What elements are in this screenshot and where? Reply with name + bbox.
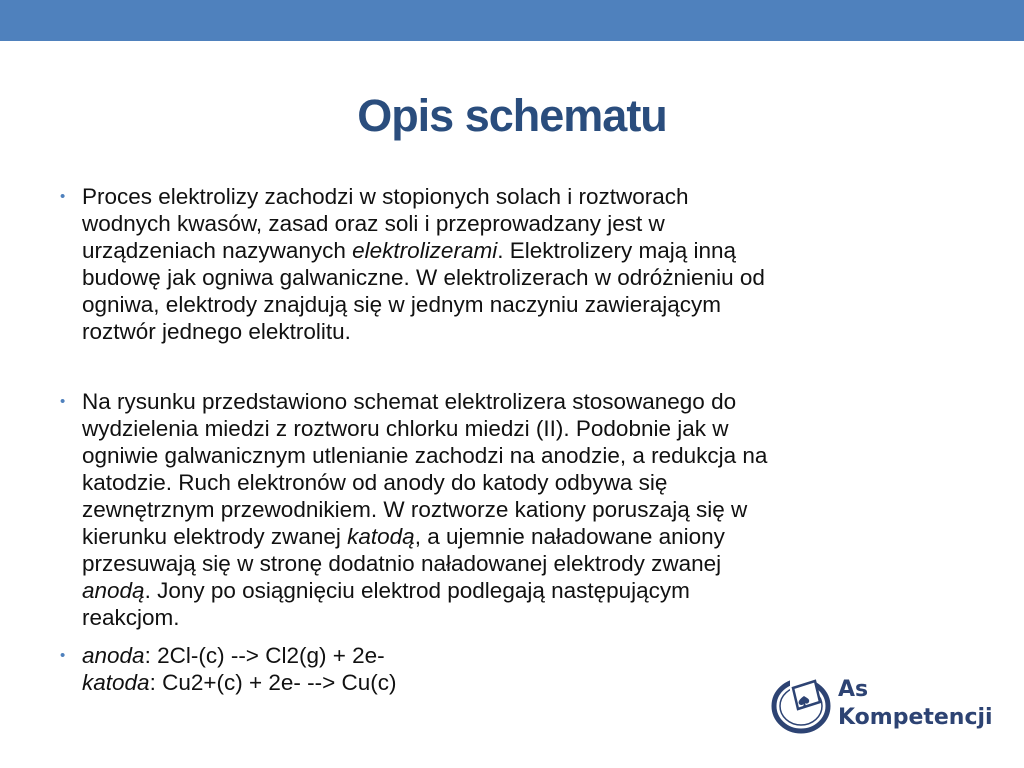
as-kompetencji-logo [768, 668, 998, 748]
text-line: budowę jak ogniwa galwaniczne. W elektrolizerach w odróżnieniu od [82, 265, 765, 290]
text-line: ogniwa, elektrody znajdują się w jednym naczyniu zawierającym [82, 292, 722, 317]
cathode-reaction: : Cu2+(c) + 2e- --> Cu(c) [149, 670, 397, 695]
anode-label: anoda [82, 643, 145, 668]
anode-reaction: : 2Cl-(c) --> Cl2(g) + 2e- [144, 643, 385, 668]
bullet-icon: • [60, 188, 66, 205]
text-line: reakcjom. [82, 605, 180, 630]
text-line: Proces elektrolizy zachodzi w stopionych solach i roztworach [82, 184, 689, 209]
cathode-label: katoda [82, 670, 150, 695]
text-line: zewnętrznym przewodnikiem. W roztworze kationy poruszają się w [82, 497, 748, 522]
text-line: roztwór jednego elektrolitu. [82, 319, 351, 344]
text-line [82, 523, 952, 550]
bullet-icon: • [60, 647, 66, 664]
emphasis-term: anodą [82, 578, 145, 603]
text-run: urządzeniach nazywanych [82, 238, 353, 263]
text-run: . Elektrolizery mają inną [497, 238, 737, 263]
logo-text-line-1: As [838, 677, 869, 702]
text-run: . Jony po osiągnięciu elektrod podlegają następującym [144, 578, 690, 603]
emphasis-term: elektrolizerami [352, 238, 498, 263]
text-run: , a ujemnie naładowane aniony [414, 524, 725, 549]
text-line [82, 577, 952, 604]
text-line: Na rysunku przedstawiono schemat elektrolizera stosowanego do [82, 389, 737, 414]
emphasis-term: katodą [347, 524, 415, 549]
top-accent-bar [0, 0, 1024, 41]
text-line: katodzie. Ruch elektronów od anody do katody odbywa się [82, 470, 668, 495]
text-line: wydzielenia miedzi z roztworu chlorku miedzi (II). Podobnie jak w [82, 416, 729, 441]
text-run: kierunku elektrody zwanej [82, 524, 348, 549]
logo-text-line-2: Kompetencji [838, 705, 993, 730]
text-line: przesuwają się w stronę dodatnio naładowanej elektrody zwanej [82, 551, 722, 576]
bullet-paragraph-2 [58, 388, 958, 631]
bullet-paragraph-1 [58, 183, 958, 345]
anode-reaction-line [82, 642, 952, 669]
text-line: wodnych kwasów, zasad oraz soli i przeprowadzany jest w [82, 211, 665, 236]
text-line [82, 237, 952, 264]
bullet-icon: • [60, 393, 66, 410]
text-line: ogniwie galwanicznym utlenianie zachodzi na anodzie, a redukcja na [82, 443, 768, 468]
slide-content [58, 183, 958, 696]
slide-title: Opis schematu [357, 90, 667, 141]
spade-in-ring-icon [768, 668, 838, 738]
